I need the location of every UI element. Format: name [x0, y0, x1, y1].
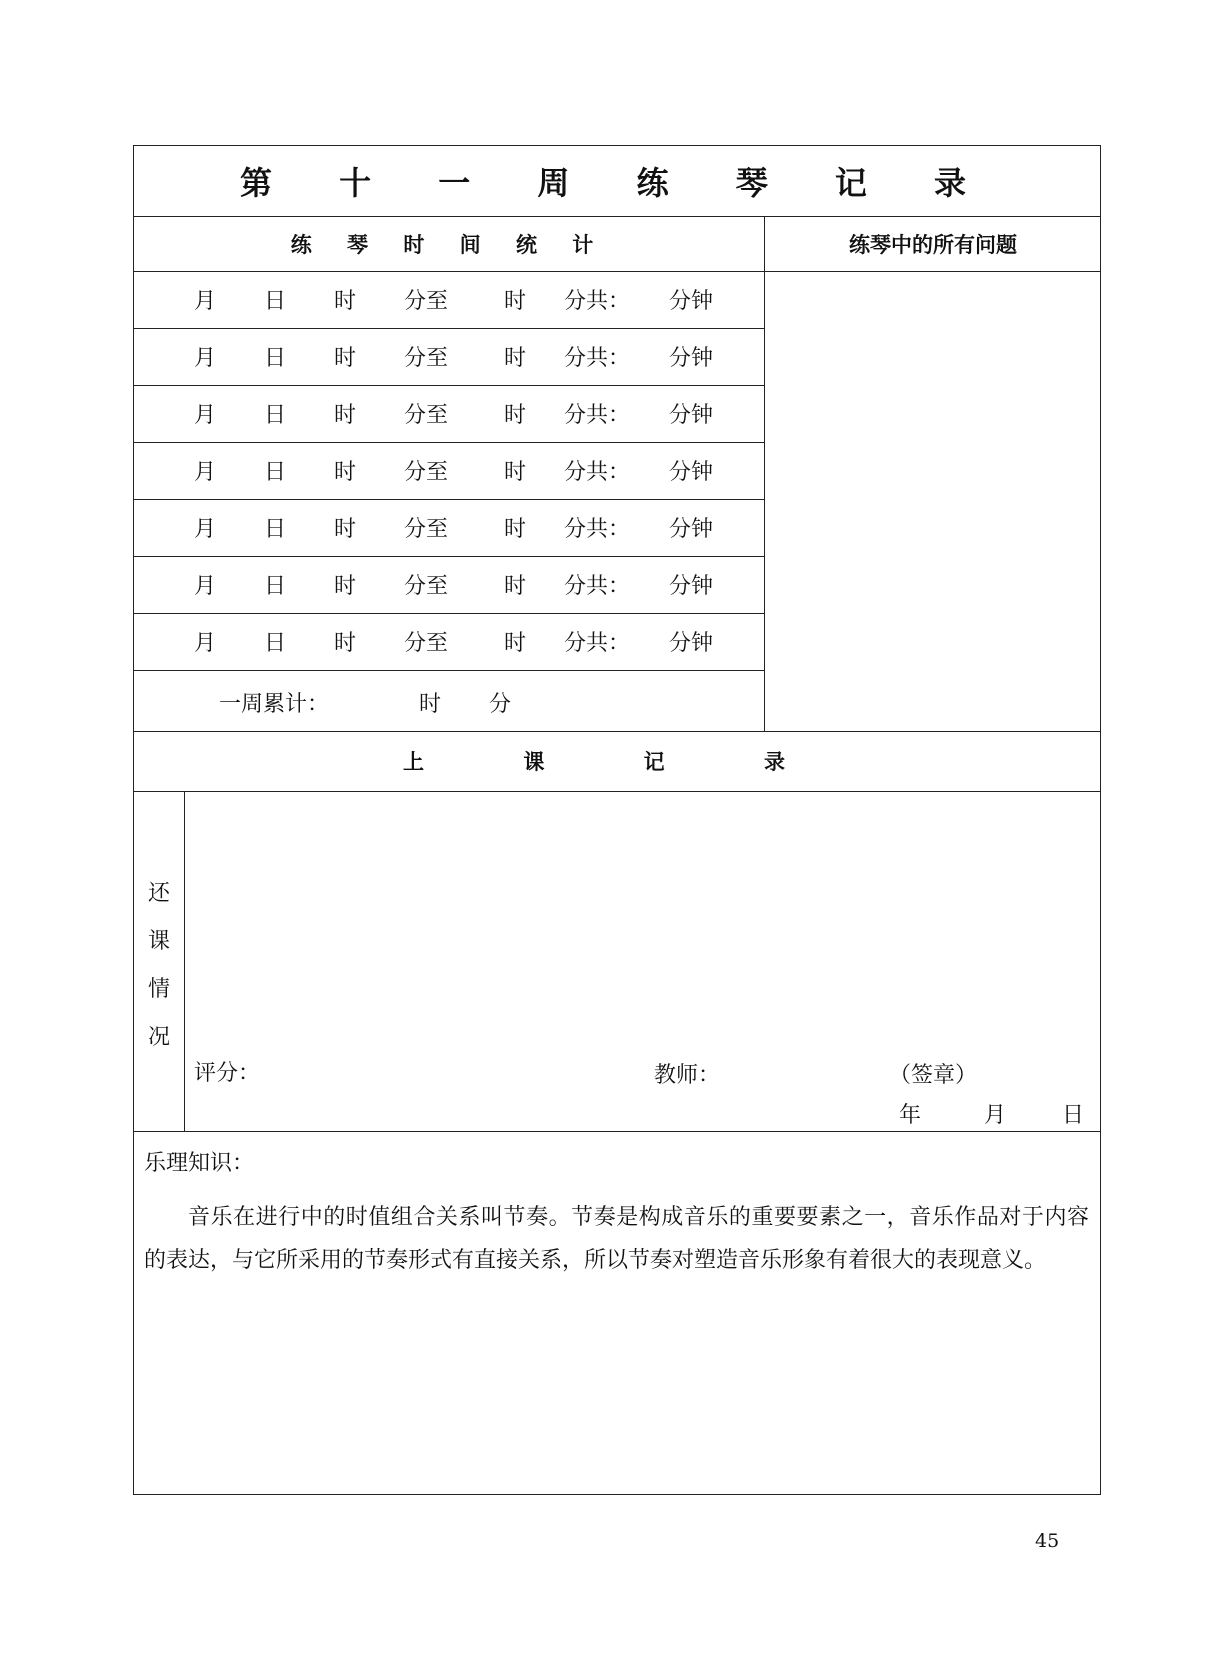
- practice-cell-month: 月: [194, 346, 217, 371]
- practice-cell-hour1: 时: [334, 460, 357, 485]
- week-total-label: 一周累计：: [219, 692, 330, 717]
- practice-cell-hour1: 时: [334, 403, 357, 428]
- practice-row: [134, 328, 764, 385]
- page-number: 45: [1035, 1530, 1060, 1552]
- practice-cell-to: 分至: [404, 346, 449, 371]
- practice-cell-total: 分共：: [564, 346, 631, 371]
- practice-cell-month: 月: [194, 631, 217, 656]
- practice-cell-hour2: 时: [504, 289, 527, 314]
- practice-cell-minutes: 分钟: [669, 289, 714, 314]
- practice-cell-day: 日: [264, 631, 287, 656]
- problems-header: 练琴中的所有问题: [849, 232, 1017, 257]
- practice-cell-total: 分共：: [564, 289, 631, 314]
- practice-cell-hour2: 时: [504, 403, 527, 428]
- date-day: 日: [1062, 1103, 1085, 1128]
- practice-cell-hour2: 时: [504, 346, 527, 371]
- practice-cell-month: 月: [194, 574, 217, 599]
- practice-cell-total: 分共：: [564, 460, 631, 485]
- practice-cell-total: 分共：: [564, 631, 631, 656]
- practice-cell-month: 月: [194, 460, 217, 485]
- practice-row: [134, 385, 764, 442]
- practice-cell-month: 月: [194, 289, 217, 314]
- practice-cell-day: 日: [264, 346, 287, 371]
- practice-cell-total: 分共：: [564, 574, 631, 599]
- score-label: 评分：: [194, 1061, 261, 1086]
- week-total-row: [134, 674, 764, 731]
- date-year: 年: [899, 1103, 922, 1128]
- practice-cell-hour2: 时: [504, 517, 527, 542]
- practice-cell-hour2: 时: [504, 574, 527, 599]
- practice-cell-minutes: 分钟: [669, 346, 714, 371]
- practice-cell-to: 分至: [404, 631, 449, 656]
- practice-cell-day: 日: [264, 574, 287, 599]
- practice-row: [134, 271, 764, 328]
- theory-title: 乐理知识：: [144, 1151, 255, 1176]
- practice-cell-hour1: 时: [334, 289, 357, 314]
- row-divider: [134, 670, 764, 671]
- practice-cell-total: 分共：: [564, 403, 631, 428]
- practice-cell-minutes: 分钟: [669, 403, 714, 428]
- practice-row: [134, 613, 764, 670]
- practice-cell-month: 月: [194, 517, 217, 542]
- practice-cell-day: 日: [264, 403, 287, 428]
- date-month: 月: [984, 1103, 1007, 1128]
- seal-label: （签章）: [889, 1063, 978, 1088]
- practice-cell-to: 分至: [404, 403, 449, 428]
- practice-cell-hour2: 时: [504, 460, 527, 485]
- side-label-char: 况: [147, 1025, 170, 1050]
- theory-paragraph: 音乐在进行中的时值组合关系叫节奏。节奏是构成音乐的重要要素之一，音乐作品对于内容的表达，与它所采用的节奏形式有直接关系，所以节奏对塑造音乐形象有着很大的表现意义。: [144, 1205, 1089, 1273]
- practice-cell-to: 分至: [404, 517, 449, 542]
- week-total-hour: 时: [419, 692, 442, 717]
- practice-cell-day: 日: [264, 517, 287, 542]
- side-label-char: 还: [147, 881, 170, 906]
- divider: [134, 1131, 1100, 1132]
- practice-row: [134, 499, 764, 556]
- teacher-label: 教师：: [654, 1063, 721, 1088]
- practice-cell-hour1: 时: [334, 574, 357, 599]
- practice-cell-minutes: 分钟: [669, 517, 714, 542]
- practice-cell-minutes: 分钟: [669, 460, 714, 485]
- practice-cell-day: 日: [264, 460, 287, 485]
- column-divider: [184, 791, 185, 1131]
- practice-cell-month: 月: [194, 403, 217, 428]
- practice-cell-to: 分至: [404, 289, 449, 314]
- practice-cell-hour1: 时: [334, 631, 357, 656]
- practice-cell-to: 分至: [404, 574, 449, 599]
- practice-cell-hour1: 时: [334, 517, 357, 542]
- lesson-side-label: [144, 876, 174, 1068]
- form-title: 第 十 一 周 练 琴 记 录: [240, 164, 994, 202]
- practice-cell-minutes: 分钟: [669, 631, 714, 656]
- divider: [134, 791, 1100, 792]
- practice-cell-hour2: 时: [504, 631, 527, 656]
- practice-time-header: 练 琴 时 间 统 计: [290, 232, 608, 257]
- practice-cell-hour1: 时: [334, 346, 357, 371]
- practice-cell-to: 分至: [404, 460, 449, 485]
- week-total-minute: 分: [489, 692, 512, 717]
- practice-row: [134, 556, 764, 613]
- practice-cell-minutes: 分钟: [669, 574, 714, 599]
- theory-body: [144, 1196, 1089, 1282]
- practice-record-form: [133, 145, 1101, 1495]
- side-label-char: 课: [147, 929, 170, 954]
- practice-cell-total: 分共：: [564, 517, 631, 542]
- side-label-char: 情: [147, 977, 170, 1002]
- column-divider: [764, 216, 765, 731]
- lesson-record-header: 上 课 记 录: [403, 750, 831, 774]
- practice-cell-day: 日: [264, 289, 287, 314]
- practice-row: [134, 442, 764, 499]
